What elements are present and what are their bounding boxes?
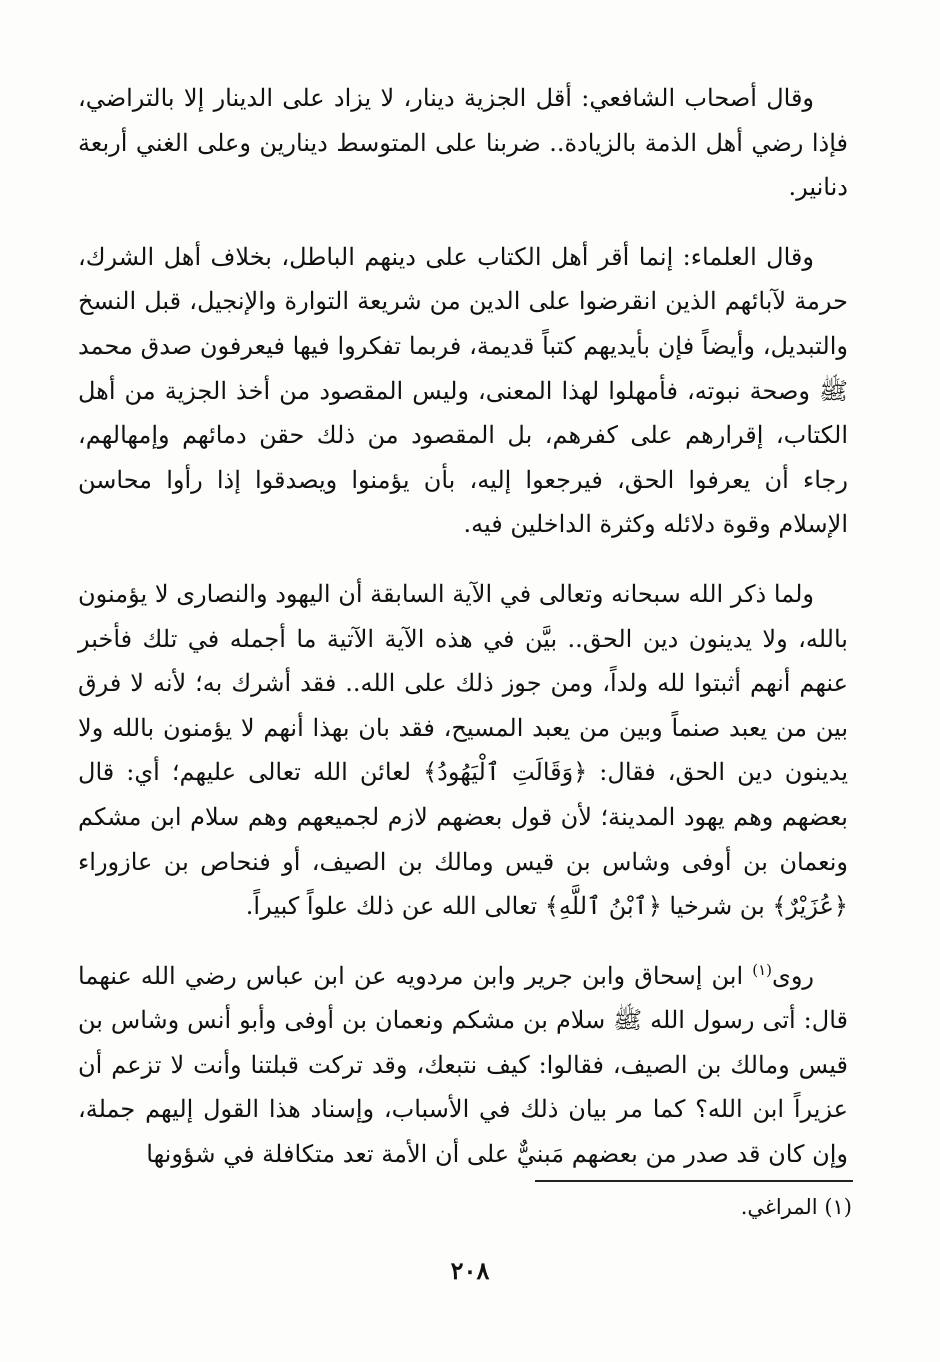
text-line: قال: أتى رسول الله ﷺ سلام بن مشكم ونعمان بن أوفى وأبو أنس وشاس بن xyxy=(78,1006,848,1035)
footnote: (١) المراغي. xyxy=(740,1195,852,1219)
paragraph-shafii xyxy=(78,76,848,210)
main-text xyxy=(78,76,848,1177)
text-line: الشرك، حرمة لآبائهم الذين انقرضوا على الدين من شريعة التوارة والإنجيل، قبل xyxy=(78,242,848,316)
paragraph-narration xyxy=(78,954,848,1177)
text-line: جملة، وإن كان قد صدر من بعضهم مَبنيٌّ على أن الأمة تعد متكافلة في شؤونها xyxy=(78,1095,848,1169)
text-line: من أهل الكتاب، إقرارهم على كفرهم، بل المقصود من ذلك حقن دمائهم xyxy=(78,376,848,450)
text-line: وقال العلماء: إنما أقر أهل الكتاب على دينهم الباطل، بخلاف أهل xyxy=(163,242,814,271)
text-line: ابن مشكم ونعمان بن أوفى وشاس بن قيس ومالك بن الصيف، أو فنحاص بن xyxy=(78,802,848,876)
text-line: قيس ومالك بن الصيف، فقالوا: كيف نتبعك، وقد تركت قبلتنا وأنت لا تزعم xyxy=(111,1050,848,1079)
footnote-ref: (١) xyxy=(752,960,773,979)
text-line: ابن إسحاق وابن جرير وابن مردويه عن ابن عباس رضي الله عنهما xyxy=(78,961,753,990)
text-line: روى xyxy=(772,961,814,990)
text-line: عازوراء ﴿عُزَيْرٌ﴾ بن شرخيا ﴿ٱبْنُ ٱللَّهِ﴾ تعالى الله عن ذلك علواً كبيراً. xyxy=(78,847,848,921)
text-line: وقال أصحاب الشافعي: أقل الجزية دينار، لا يزاد على الدينار إلا xyxy=(183,84,815,112)
text-line: بالله ولا يدينون دين الحق، فقال: ﴿وَقَالَتِ ٱلْيَهُودُ﴾ لعائن الله تعالى عليهم؛ xyxy=(78,713,848,787)
text-line: يؤمنون بالله، ولا يدينون دين الحق.. بيَّن في هذه الآية الآتية ما أجمله في تلك xyxy=(78,579,848,653)
text-line: أن عزيراً ابن الله؟ كما مر بيان ذلك في الأسباب، وإسناد هذا القول إليهم xyxy=(78,1050,848,1124)
text-line: النسخ والتبديل، وأيضاً فإن بأيديهم كتباً قديمة، فربما تفكروا فيها فيعرفون صدق xyxy=(78,287,848,360)
text-line: محاسن الإسلام وقوة دلائله وكثرة الداخلين فيه. xyxy=(78,465,848,539)
page-number: ٢٠٨ xyxy=(450,1256,490,1285)
text-line: محمد ﷺ وصحة نبوته، فأمهلوا لهذا المعنى، وليس المقصود من أخذ الجزية xyxy=(78,331,848,405)
text-line: الغني أربعة دنانير. xyxy=(78,128,848,202)
footnote-divider xyxy=(535,1180,853,1182)
paragraph-jews-christians xyxy=(78,572,848,929)
text-line: ولما ذكر الله سبحانه وتعالى في الآية السابقة أن اليهود والنصارى لا xyxy=(154,579,814,608)
text-line: بالتراضي، فإذا رضي أهل الذمة بالزيادة.. ضربنا على المتوسط دينارين وعلى xyxy=(78,84,848,157)
text-line: لا فرق بين من يعبد صنماً وبين من يعبد المسيح، فقد بان بهذا أنهم لا يؤمنون xyxy=(78,669,848,742)
text-line: أي: قال بعضهم وهم يهود المدينة؛ لأن قول بعضهم لازم لجميعهم وهم سلام xyxy=(78,758,848,831)
paragraph-ulama xyxy=(78,235,848,547)
text-line: فأخبر عنهم أنهم أثبتوا لله ولداً، ومن جوز ذلك على الله.. فقد أشرك به؛ لأنه xyxy=(78,624,848,698)
text-line: وإمهالهم، رجاء أن يعرفوا الحق، فيرجعوا إليه، بأن يؤمنوا ويصدقوا إذا رأوا xyxy=(78,421,848,494)
